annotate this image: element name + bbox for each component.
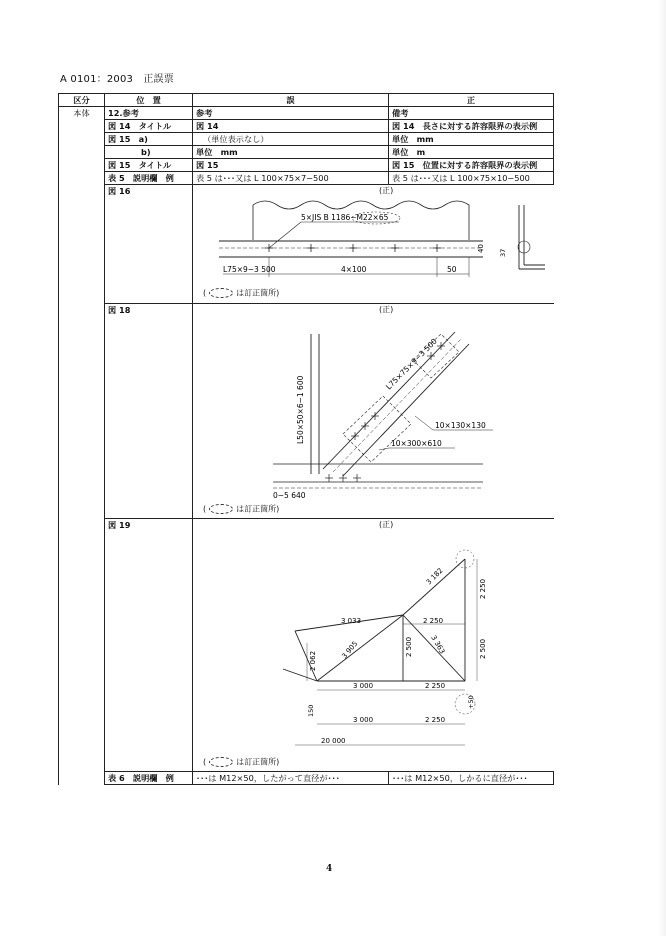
fig18-correct-mark: (正) [379,305,394,314]
fig18-plate1-label: 10×130×130 [435,421,486,430]
fig18-plate2-label: 10×300×610 [391,439,442,448]
table-row-fig19 [59,519,554,772]
correct-cell: ･･･は M12×50，しかるに直径が･･･ [389,772,554,785]
position-cell: 図 15 a) [105,133,193,146]
position-cell: b) [105,146,193,159]
position-cell: 表 6 説明欄 例 [105,772,193,785]
fig19-correct-mark: (正) [379,520,394,529]
fig16-drawing [193,185,554,303]
fig19-d2250c: 2 250 [425,682,446,690]
wrong-cell: 参考 [193,107,389,120]
correct-cell: 図 15 位置に対する許容限界の表示例 [389,159,554,172]
position-cell: 図 18 [105,304,193,519]
dashed-ellipse-icon [209,757,233,767]
fig19-d20000: 20 000 [321,737,346,745]
fig19-d2250a: 2 250 [479,578,487,599]
wrong-cell: 図 15 [193,159,389,172]
fig19-d3000b: 3 000 [353,716,374,724]
fig19-d3363: 3 363 [429,634,447,656]
position-cell: 12.参考 [105,107,193,120]
correct-cell: 表 5 は･･･又は L 100×75×10−500 [389,172,554,185]
fig16-cell [193,185,554,304]
fig16-correct-mark: (正) [379,186,394,195]
fig16-pitch-dim: 4×100 [341,265,367,274]
table-row [59,133,554,146]
fig18-cell [193,304,554,519]
dashed-ellipse-icon [209,504,233,514]
fig16-end-dim: 50 [447,265,457,274]
fig19-d2250d: 2 250 [425,716,446,724]
section-cell [59,107,105,785]
fig16-bolt-label: 5×JIS B 1186−M22×65 [301,213,389,222]
fig19-d2500a: 2 500 [405,636,413,657]
fig16-member-label: L75×9−3 500 [223,265,276,274]
fig18-vert-label: L50×50×6−1 600 [296,375,305,444]
col-position: 位 置 [105,94,193,107]
fig19-d2062: 2 062 [309,650,317,671]
wrong-cell: 図 14 [193,120,389,133]
fig18-diag-label: L75×75×9−3 500 [384,336,439,392]
fig18-ref-label: 0−5 640 [273,491,306,500]
dashed-ellipse-icon [209,288,233,298]
table-row [59,772,554,785]
fig19-d150: 150 [307,704,315,717]
fig19-cell [193,519,554,772]
wrong-cell: 表 5 は･･･又は L 100×75×7−500 [193,172,389,185]
section-label: 本体 [73,108,90,118]
fig19-d3033: 3 033 [341,617,362,625]
fig19-d3182: 3 182 [424,566,445,587]
position-cell: 表 5 説明欄 例 [105,172,193,185]
position-cell: 図 15 タイトル [105,159,193,172]
page-number: 4 [326,864,333,874]
fig19-d3000a: 3 000 [353,682,374,690]
table-row [59,107,554,120]
table-row-fig16 [59,185,554,304]
table-row [59,146,554,159]
fig19-d2250b: 2 250 [423,617,444,625]
fig16-note [203,288,279,299]
wrong-cell: （単位表示なし） [193,133,389,146]
note-text: は訂正箇所) [236,757,280,767]
table-row [59,120,554,133]
col-correct: 正 [389,94,554,107]
note-text: は訂正箇所) [236,504,280,514]
position-cell: 図 16 [105,185,193,304]
correct-cell: 単位 m [389,146,554,159]
correct-cell: 備考 [389,107,554,120]
fig19-d3905: 3 905 [340,639,360,661]
note-open: ( [203,288,207,298]
note-open: ( [203,757,207,767]
correct-cell: 単位 mm [389,133,554,146]
correct-cell: 図 14 長さに対する許容限界の表示例 [389,120,554,133]
page-edge [658,0,666,936]
fig19-dp50: +50 [467,695,475,709]
errata-table [58,93,554,785]
col-section: 区分 [59,94,105,107]
position-cell: 図 19 [105,519,193,772]
table-header-row [59,94,554,107]
col-wrong: 誤 [193,94,389,107]
fig16-height-dim: 40 [477,244,485,253]
document-title: A 0101：2003 正誤票 [60,74,174,85]
note-text: は訂正箇所) [236,288,280,298]
table-row-fig18 [59,304,554,519]
fig18-note [203,504,279,515]
table-row [59,172,554,185]
fig19-drawing [193,519,554,771]
fig18-drawing [193,304,554,518]
table-row [59,159,554,172]
fig16-side-dim: 37 [499,248,507,257]
wrong-cell: 単位 mm [193,146,389,159]
position-cell: 図 14 タイトル [105,120,193,133]
wrong-cell: ･･･は M12×50，したがって直径が･･･ [193,772,389,785]
note-open: ( [203,504,207,514]
fig19-note [203,757,279,768]
fig19-d2500b: 2 500 [479,638,487,659]
